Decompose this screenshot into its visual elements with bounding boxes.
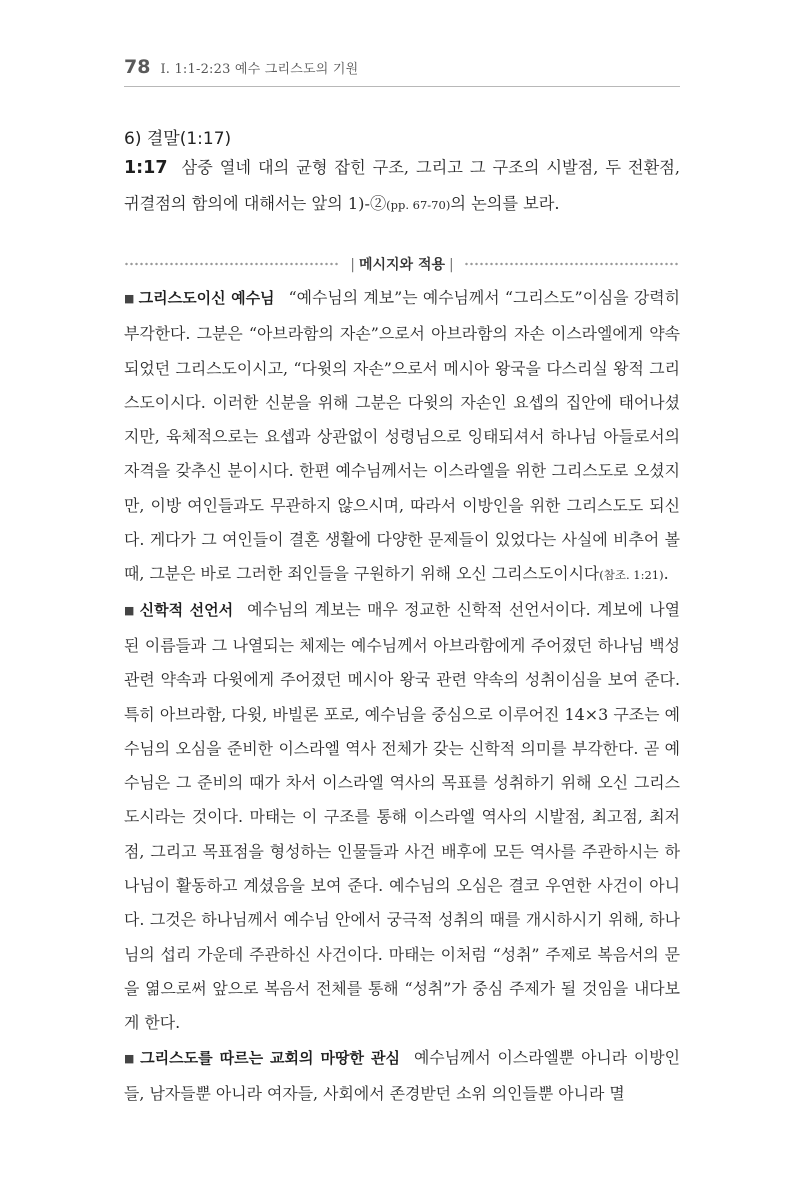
paragraph-text: 예수님의 계보는 매우 정교한 신학적 선언서이다. 계보에 나열된 이름들과 그 나열되는 체제는 예수님께서 아브라함에게 주어졌던 하나님 백성 관련 약속과 다윗에게 주어졌던 메시아 왕국 관련 약속의 성취이심을 보여 준다. 특히 아브라함, 다윗, 바빌론 포로, 예수님을 중심으로 이루어진 14×3 구조는 예수님의 오심을 준비한 이스라엘 역사 전체가 갖는 신학적 의미를 부각한다. 곧 예수님은 그 준비의 때가 차서 이스라엘 역사의 목표를 성취하기 위해 오신 그리스도시라는 것이다. 마태는 이 구조를 통해 이스라엘 역사의 시발점, 최고점, 최저점, 그리고 목표점을 형성하는 인물들과 사건 배후에 모든 역사를 주관하시는 하나님이 활동하고 계셨음을 보여 준다. 예수님의 오심은 결코 우연한 사건이 아니다. 그것은 하나님께서 예수님 안에서 궁극적 성취의 때를 개시하시기 위해, 하나님의 섭리 가운데 주관하신 사건이다. 마태는 이처럼 “성취” 주제로 복음서의 문을 엶으로써 앞으로 복음서 전체를 통해 “성취”가 중심 주제가 될 것임을 내다보게 한다.	[124, 599, 680, 1033]
paragraph-text: 예수님께서 이스라엘뿐 아니라 이방인들, 남자들뿐 아니라 여자들, 사회에서 존경받던 소위 의인들뿐 아니라 멸	[124, 1047, 680, 1103]
square-bullet-icon: ■	[124, 603, 136, 617]
paragraph-reference: (참조. 1:21)	[599, 568, 664, 583]
square-bullet-icon: ■	[124, 292, 135, 305]
verse-text: 삼중 열네 대의 균형 잡힌 구조, 그리고 그 구조의 시발점, 두 전환점, 귀결점의 함의에 대해서는 앞의 1)-②	[124, 158, 680, 213]
body-text	[124, 281, 680, 1111]
paragraph-theology	[124, 593, 680, 1041]
paragraph-title: 그리스도이신 예수님	[138, 289, 275, 307]
page-header	[124, 56, 680, 78]
divider-label: 메시지와 적용	[358, 257, 446, 273]
paragraph-church	[124, 1041, 680, 1112]
paragraph-tail: .	[663, 564, 669, 584]
verse-number: 1:17	[124, 158, 168, 178]
divider-dots-right	[464, 261, 680, 267]
paragraph-christ	[124, 281, 680, 593]
paragraph-text: “예수님의 계보”는 예수님께서 “그리스도”이심을 강력히 부각한다. 그분은 “아브라함의 자손”으로서 아브라함의 자손 이스라엘에게 약속되었던 그리스도이시고, “다윗의 자손”으로서 메시아 왕국을 다스리실 왕적 그리스도이시다. 이러한 신분을 위해 그분은 다윗의 자손인 요셉의 집안에 태어나셨지만, 육체적으로는 요셉과 상관없이 성령님으로 잉태되셔서 하나님 아들로서의 자격을 갖추신 분이시다. 한편 예수님께서는 이스라엘을 위한 그리스도로 오셨지만, 이방 여인들과도 무관하지 않으시며, 따라서 이방인을 위한 그리스도도 되신다. 게다가 그 여인들이 결혼 생활에 다양한 문제들이 있었다는 사실에 비추어 볼 때, 그분은 바로 그러한 죄인들을 구원하기 위해 오신 그리스도이시다	[124, 288, 680, 584]
page-number: 78	[124, 56, 151, 78]
square-bullet-icon: ■	[124, 1051, 137, 1065]
verse-reference: (pp. 67-70)	[386, 198, 451, 212]
divider-dots-left	[124, 261, 340, 267]
paragraph-title: 신학적 선언서	[139, 600, 234, 619]
header-rule	[124, 86, 680, 87]
verse-block	[124, 150, 680, 223]
section-divider	[124, 254, 680, 274]
paragraph-title: 그리스도를 따르는 교회의 마땅한 관심	[140, 1048, 400, 1067]
divider-label-wrap: | 메시지와 적용 |	[350, 257, 454, 273]
running-head: I. 1:1-2:23 예수 그리스도의 기원	[160, 62, 359, 77]
section-heading: 6) 결말(1:17)	[124, 129, 232, 149]
verse-tail: 의 논의를 보라.	[450, 194, 560, 213]
